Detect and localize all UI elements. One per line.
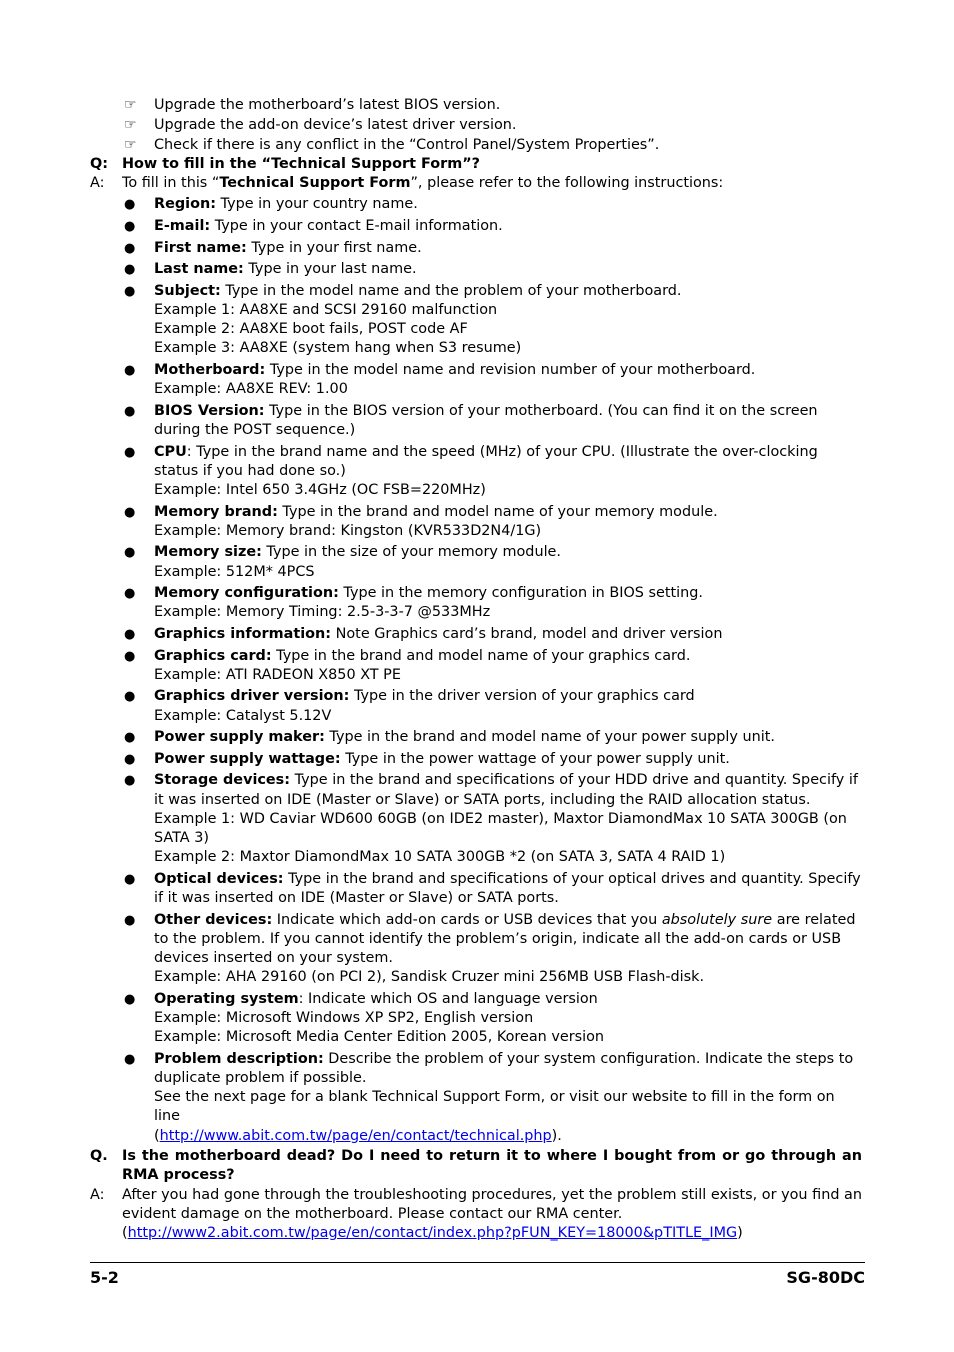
bullet-icon: ●: [124, 283, 136, 299]
field-label: Graphics card:: [154, 647, 272, 664]
pointing-hand-icon: ☞: [124, 97, 137, 113]
pointing-hand-icon: ☞: [124, 137, 137, 153]
answer-text-pre: To fill in this “: [122, 175, 220, 192]
field-text: Type in the brand and specifications of your optical drives and quantity. Specify if it was inserted on IDE (Master or Slave) or SATA ports.: [154, 870, 861, 906]
bullet-icon: ●: [124, 871, 136, 887]
paren-open: (: [122, 1224, 128, 1241]
field-label: Graphics information:: [154, 625, 332, 642]
page-number: 5-2: [90, 1268, 119, 1287]
field-example: Example: ATI RADEON X850 XT PE: [154, 666, 401, 683]
question-2: [90, 1147, 862, 1185]
field-example: Example 1: WD Caviar WD600 60GB (on IDE2 master), Maxtor DiamondMax 10 SATA 300GB (on SATA 3): [154, 810, 847, 846]
field-item: [90, 239, 862, 258]
paren-close: ).: [551, 1127, 562, 1144]
field-label: Region:: [154, 196, 216, 213]
answer-mark: A:: [90, 1186, 105, 1203]
field-link-line: [154, 1127, 862, 1146]
field-example: Example 3: AA8XE (system hang when S3 resume): [154, 340, 522, 357]
field-text: Type in the brand and specifications of your HDD drive and quantity. Specify if it was inserted on IDE (Master or Slave) or SATA ports, including the RAID allocation status.: [154, 772, 858, 808]
field-item: [90, 195, 862, 214]
bullet-icon: ●: [124, 197, 136, 213]
technical-support-link[interactable]: http://www.abit.com.tw/page/en/contact/technical.php: [159, 1127, 552, 1144]
field-label: Last name:: [154, 261, 244, 278]
field-item-problem-description: [90, 1050, 862, 1146]
field-label: First name:: [154, 239, 247, 256]
bullet-icon: ●: [124, 362, 136, 378]
question-1: [90, 155, 862, 174]
paren-open: (: [154, 1127, 160, 1144]
field-item: [90, 217, 862, 236]
field-text: Note Graphics card’s brand, model and driver version: [331, 625, 723, 642]
field-text: Type in the BIOS version of your motherboard. (You can find it on the screen during the POST sequence.): [154, 402, 818, 438]
field-text: Type in the brand and model name of your memory module.: [277, 503, 718, 520]
field-text: Type in the brand and model name of your graphics card.: [271, 647, 691, 664]
bullet-icon: ●: [124, 751, 136, 767]
field-text: are related to the problem. If you cannot identify the problem’s origin, indicate all the add-on cards or USB devices inserted on your system.: [154, 911, 856, 966]
bullet-icon: ●: [124, 545, 136, 561]
field-item: [90, 647, 862, 685]
field-item: [90, 543, 862, 581]
field-item: [90, 584, 862, 622]
arrow-item-text: Check if there is any conflict in the “Control Panel/System Properties”.: [154, 137, 660, 153]
field-label: Optical devices:: [154, 870, 284, 887]
field-label: E-mail:: [154, 218, 211, 234]
field-item-other-devices: [90, 911, 862, 988]
field-item: [90, 728, 862, 747]
field-item: [90, 687, 862, 725]
field-item: [90, 361, 862, 399]
answer-link-line: [122, 1224, 862, 1243]
field-item: [90, 625, 862, 644]
field-example: Example: Intel 650 3.4GHz (OC FSB=220MHz): [154, 481, 486, 498]
field-example: Example: Microsoft Windows XP SP2, English version: [154, 1009, 534, 1026]
field-label: Subject:: [154, 282, 221, 299]
question-mark: Q.: [90, 1148, 108, 1165]
field-example: Example 1: AA8XE and SCSI 29160 malfunction: [154, 301, 498, 318]
field-text: Type in the power wattage of your power supply unit.: [340, 750, 730, 767]
bullet-icon: ●: [124, 240, 136, 256]
field-label: Operating system: [154, 990, 299, 1007]
bullet-icon: ●: [124, 689, 136, 705]
bullet-icon: ●: [124, 444, 136, 460]
bullet-icon: ●: [124, 586, 136, 602]
bullet-icon: ●: [124, 403, 136, 419]
bullet-icon: ●: [124, 626, 136, 642]
field-item: [90, 402, 862, 440]
arrow-item-text: Upgrade the add-on device’s latest driver version.: [154, 117, 517, 133]
field-text: Describe the problem of your system configuration. Indicate the steps to duplicate problem if possible.: [154, 1050, 854, 1086]
field-item: [90, 771, 862, 867]
field-text: Type in the model name and revision number of your motherboard.: [265, 361, 756, 378]
answer-mark: A:: [90, 175, 105, 192]
paren-close: ): [737, 1224, 743, 1241]
bullet-icon: ●: [124, 912, 136, 928]
field-text: : Indicate which OS and language version: [298, 990, 598, 1007]
field-label: Motherboard:: [154, 361, 266, 378]
field-example: Example 2: Maxtor DiamondMax 10 SATA 300GB *2 (on SATA 3, SATA 4 RAID 1): [154, 849, 726, 866]
field-label: Memory configuration:: [154, 585, 339, 602]
answer-2: [90, 1186, 862, 1244]
field-label: Power supply wattage:: [154, 750, 341, 767]
field-example: Example: AHA 29160 (on PCI 2), Sandisk Cruzer mini 256MB USB Flash-disk.: [154, 969, 705, 986]
field-example: Example: Catalyst 5.12V: [154, 707, 332, 724]
field-text: Type in the memory configuration in BIOS setting.: [338, 585, 703, 602]
field-note: See the next page for a blank Technical Support Form, or visit our website to fill in the form on line: [154, 1089, 835, 1125]
rma-center-link[interactable]: http://www2.abit.com.tw/page/en/contact/index.php?pFUN_KEY=18000&pTITLE_IMG: [127, 1224, 738, 1241]
field-text: Indicate which add-on cards or USB devices that you: [272, 911, 662, 928]
field-example: Example: 512M* 4PCS: [154, 563, 315, 580]
arrow-item: [90, 95, 862, 115]
bullet-icon: ●: [124, 991, 136, 1007]
field-example: Example: Microsoft Media Center Edition 2005, Korean version: [154, 1029, 605, 1046]
answer-1: [90, 174, 862, 193]
field-label: Memory brand:: [154, 503, 278, 520]
bullet-icon: ●: [124, 1051, 136, 1067]
bullet-icon: ●: [124, 262, 136, 278]
arrow-item: [90, 115, 862, 135]
pointing-hand-icon: ☞: [124, 117, 137, 133]
bullet-icon: ●: [124, 648, 136, 664]
field-text: Type in the driver version of your graphics card: [349, 688, 695, 705]
field-label: Problem description:: [154, 1050, 324, 1067]
question-text: Is the motherboard dead? Do I need to return it to where I bought from or go through an RMA process?: [122, 1148, 862, 1184]
field-text: Type in the model name and the problem of your motherboard.: [220, 282, 682, 299]
field-list-extra: [90, 911, 862, 1146]
field-text: Type in your first name.: [246, 239, 422, 256]
field-text: Type in your country name.: [215, 196, 418, 213]
field-item: [90, 750, 862, 769]
arrow-item-text: Upgrade the motherboard’s latest BIOS version.: [154, 97, 501, 113]
field-text: Type in the brand and model name of your power supply unit.: [324, 729, 775, 746]
field-text: Type in your last name.: [243, 261, 417, 278]
field-item: [90, 503, 862, 541]
field-list: [90, 195, 862, 908]
answer-text-bold: Technical Support Form: [219, 175, 411, 192]
field-text: Type in your contact E-mail information.: [210, 218, 503, 234]
field-label: BIOS Version:: [154, 402, 265, 419]
field-example: Example: AA8XE REV: 1.00: [154, 381, 348, 398]
field-label: Power supply maker:: [154, 729, 325, 746]
bullet-icon: ●: [124, 504, 136, 520]
field-label: CPU: [154, 443, 187, 460]
field-example: Example 2: AA8XE boot fails, POST code AF: [154, 321, 468, 338]
field-example: Example: Memory Timing: 2.5-3-3-7 @533MHz: [154, 604, 491, 621]
field-text: Type in the size of your memory module.: [261, 544, 561, 561]
answer-text: After you had gone through the troubleshooting procedures, yet the problem still exists, or you find an evident damage on the motherboard. Please contact our RMA center.: [122, 1186, 862, 1222]
question-text: How to fill in the “Technical Support Form”?: [122, 156, 481, 172]
field-item: [90, 443, 862, 501]
field-example: Example: Memory brand: Kingston (KVR533D2N4/1G): [154, 522, 542, 539]
field-item-operating-system: [90, 990, 862, 1048]
field-emphasis: absolutely sure: [661, 911, 773, 928]
question-mark: Q:: [90, 156, 108, 172]
field-item: [90, 282, 862, 359]
field-text: : Type in the brand name and the speed (MHz) of your CPU. (Illustrate the over-clocking status if you had done so.): [154, 443, 818, 479]
bullet-icon: ●: [124, 219, 136, 234]
field-label: Graphics driver version:: [154, 688, 350, 705]
field-label: Storage devices:: [154, 772, 290, 789]
answer-text-post: ”, please refer to the following instructions:: [410, 175, 724, 192]
field-item: [90, 260, 862, 279]
field-label: Memory size:: [154, 544, 262, 561]
field-label: Other devices:: [154, 911, 273, 928]
bullet-icon: ●: [124, 773, 136, 789]
field-item: [90, 870, 862, 908]
bullet-icon: ●: [124, 730, 136, 746]
footer-divider: [90, 1262, 865, 1263]
arrow-item: [90, 135, 862, 155]
model-name: SG-80DC: [786, 1268, 865, 1287]
page-content: [90, 95, 862, 1243]
